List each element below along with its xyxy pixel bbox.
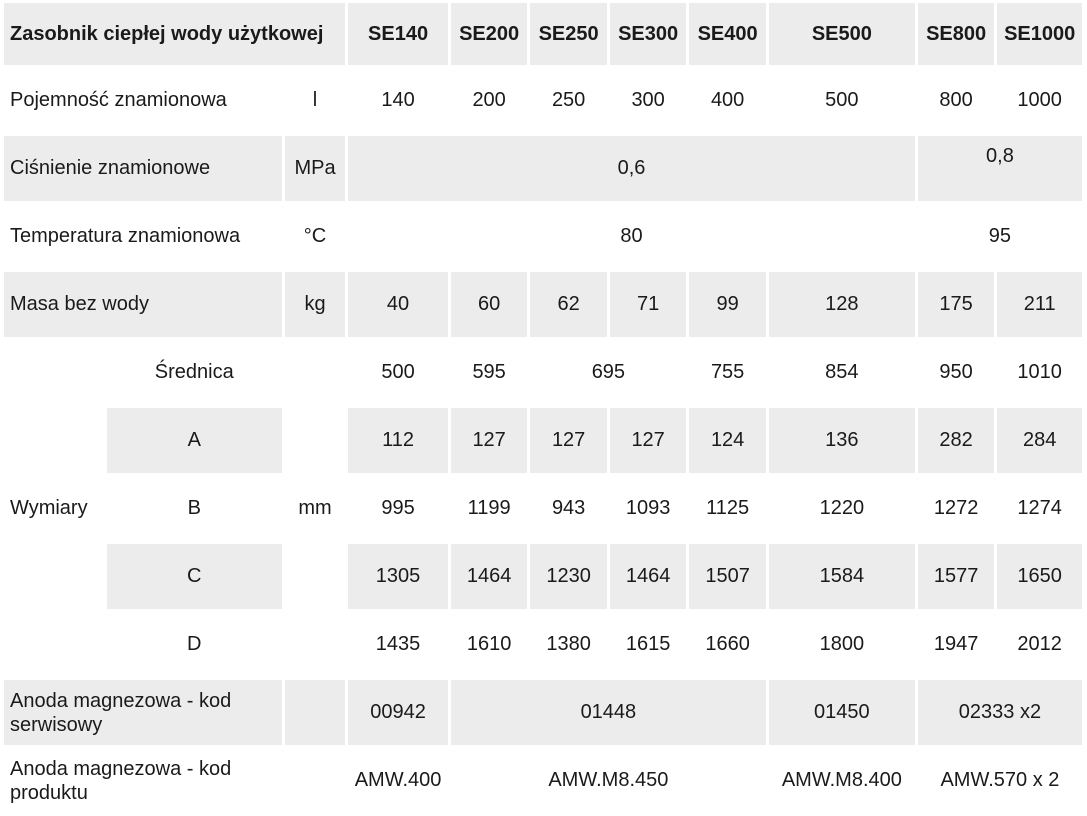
value-cell: 1507: [689, 544, 766, 609]
value-cell: 175: [918, 272, 995, 337]
value-cell: 200: [451, 68, 528, 133]
value-cell: 995: [348, 476, 448, 541]
sub-label: D: [107, 612, 282, 677]
model-header: SE250: [530, 3, 607, 65]
dimension-c-row: [4, 544, 1082, 609]
value-cell: 400: [689, 68, 766, 133]
value-cell: 1220: [769, 476, 915, 541]
value-cell: 1274: [997, 476, 1082, 541]
specification-table: [1, 0, 1085, 816]
value-cell: 1272: [918, 476, 995, 541]
value-cell: 500: [348, 340, 448, 405]
value-cell: 1093: [610, 476, 687, 541]
value-cell: 62: [530, 272, 607, 337]
value-cell: 01448: [451, 680, 766, 745]
value-cell: 211: [997, 272, 1082, 337]
temperature-row: [4, 204, 1082, 269]
value-cell: 1610: [451, 612, 528, 677]
header-row: [4, 3, 1082, 65]
unit-cell: l: [285, 68, 345, 133]
model-header: SE140: [348, 3, 448, 65]
row-label: Anoda magnezowa - kod produktu: [4, 748, 282, 813]
model-header: SE300: [610, 3, 687, 65]
value-cell: 1125: [689, 476, 766, 541]
value-cell: 71: [610, 272, 687, 337]
value-cell: 1660: [689, 612, 766, 677]
value-cell: 112: [348, 408, 448, 473]
value-cell: 01450: [769, 680, 915, 745]
value-cell: 40: [348, 272, 448, 337]
unit-cell: kg: [285, 272, 345, 337]
sub-label: Średnica: [107, 340, 282, 405]
dimension-b-row: [4, 476, 1082, 541]
value-cell: 282: [918, 408, 995, 473]
value-cell: 140: [348, 68, 448, 133]
sub-label: C: [107, 544, 282, 609]
value-cell: 695: [530, 340, 686, 405]
row-label: Anoda magnezowa - kod serwisowy: [4, 680, 282, 745]
unit-cell: MPa: [285, 136, 345, 201]
value-cell: 1615: [610, 612, 687, 677]
value-cell: 854: [769, 340, 915, 405]
value-cell: 800: [918, 68, 995, 133]
sub-label: A: [107, 408, 282, 473]
row-label: Masa bez wody: [4, 272, 282, 337]
anode-product-row: [4, 748, 1082, 813]
sub-label: B: [107, 476, 282, 541]
value-cell: 500: [769, 68, 915, 133]
value-cell: 755: [689, 340, 766, 405]
value-cell: 124: [689, 408, 766, 473]
value-cell: 595: [451, 340, 528, 405]
value-cell: 0,6: [348, 136, 915, 201]
value-cell: 02333 x2: [918, 680, 1082, 745]
pressure-row: [4, 136, 1082, 201]
capacity-row: [4, 68, 1082, 133]
value-cell: 950: [918, 340, 995, 405]
value-cell: AMW.M8.450: [451, 748, 766, 813]
value-cell: 1464: [610, 544, 687, 609]
value-cell: 127: [610, 408, 687, 473]
value-cell: 128: [769, 272, 915, 337]
row-label: Pojemność znamionowa: [4, 68, 282, 133]
diameter-row: [4, 340, 1082, 405]
value-cell: 300: [610, 68, 687, 133]
value-cell: 136: [769, 408, 915, 473]
value-cell: 1947: [918, 612, 995, 677]
model-header: SE400: [689, 3, 766, 65]
table-title: Zasobnik ciepłej wody użytkowej: [4, 3, 345, 65]
value-cell: 943: [530, 476, 607, 541]
value-cell: 1464: [451, 544, 528, 609]
dimensions-label: Wymiary: [4, 340, 104, 677]
value-cell: 95: [918, 204, 1082, 269]
value-cell: 1584: [769, 544, 915, 609]
value-cell: 1230: [530, 544, 607, 609]
value-cell: 1577: [918, 544, 995, 609]
model-header: SE200: [451, 3, 528, 65]
unit-cell: mm: [285, 340, 345, 677]
value-cell: 1000: [997, 68, 1082, 133]
value-cell: AMW.570 x 2: [918, 748, 1082, 813]
value-cell: 1199: [451, 476, 528, 541]
value-cell: 1010: [997, 340, 1082, 405]
dimension-a-row: [4, 408, 1082, 473]
value-cell: AMW.400: [348, 748, 448, 813]
value-text: 0,8: [986, 145, 1014, 167]
value-cell: 1650: [997, 544, 1082, 609]
value-cell: 1435: [348, 612, 448, 677]
value-cell: 1800: [769, 612, 915, 677]
value-cell: 60: [451, 272, 528, 337]
value-cell: 80: [348, 204, 915, 269]
row-label: Ciśnienie znamionowe: [4, 136, 282, 201]
value-cell: 284: [997, 408, 1082, 473]
model-header: SE800: [918, 3, 995, 65]
unit-cell: [285, 748, 345, 813]
unit-cell: [285, 680, 345, 745]
value-cell: 1305: [348, 544, 448, 609]
unit-cell: °C: [285, 204, 345, 269]
value-cell: [918, 136, 1082, 201]
value-cell: 00942: [348, 680, 448, 745]
model-header: SE1000: [997, 3, 1082, 65]
row-label: Temperatura znamionowa: [4, 204, 282, 269]
value-cell: 250: [530, 68, 607, 133]
value-cell: 2012: [997, 612, 1082, 677]
mass-row: [4, 272, 1082, 337]
value-cell: 1380: [530, 612, 607, 677]
model-header: SE500: [769, 3, 915, 65]
value-cell: 127: [530, 408, 607, 473]
value-cell: AMW.M8.400: [769, 748, 915, 813]
anode-service-row: [4, 680, 1082, 745]
value-cell: 99: [689, 272, 766, 337]
dimension-d-row: [4, 612, 1082, 677]
value-cell: 127: [451, 408, 528, 473]
